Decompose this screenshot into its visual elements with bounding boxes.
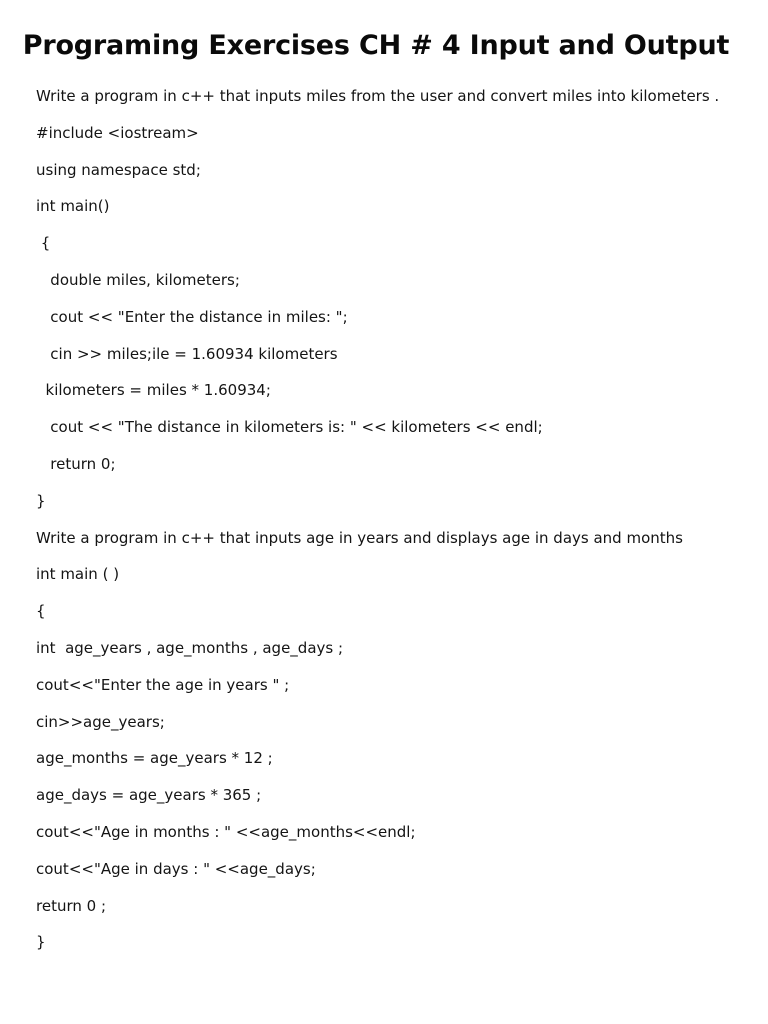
- code-line: }: [36, 933, 46, 952]
- code-line: age_months = age_years * 12 ;: [36, 749, 273, 768]
- code-line: cout<<"Age in days : " <<age_days;: [36, 859, 316, 878]
- code-line: kilometers = miles * 1.60934;: [36, 381, 271, 400]
- code-line: return 0;: [36, 454, 116, 473]
- code-line: cout << "The distance in kilometers is: " << kilometers << endl;: [36, 418, 543, 437]
- code-line: age_days = age_years * 365 ;: [36, 786, 262, 805]
- page-title: Programing Exercises CH # 4 Input and Output: [22, 30, 730, 61]
- code-line: {: [36, 234, 51, 253]
- code-line: #include <iostream>: [36, 123, 199, 142]
- code-line: double miles, kilometers;: [36, 270, 240, 289]
- code-line: cin >> miles;ile = 1.60934 kilometers: [36, 344, 338, 363]
- document-body: [36, 84, 756, 967]
- code-line: using namespace std;: [36, 160, 201, 179]
- code-line: cout << "Enter the distance in miles: ";: [36, 307, 348, 326]
- code-line: }: [36, 491, 46, 510]
- code-line: cin>>age_years;: [36, 712, 165, 731]
- code-line: cout<<"Enter the age in years " ;: [36, 675, 290, 694]
- code-line: cout<<"Age in months : " <<age_months<<endl;: [36, 822, 416, 841]
- code-line: int main(): [36, 197, 110, 216]
- code-line: {: [36, 602, 46, 621]
- exercise-1-prompt: Write a program in c++ that inputs miles from the user and convert miles into kilometers .: [36, 87, 720, 105]
- code-line: int main ( ): [36, 565, 120, 584]
- code-line: return 0 ;: [36, 896, 106, 915]
- code-line: int age_years , age_months , age_days ;: [36, 638, 344, 657]
- exercise-2-prompt: Write a program in c++ that inputs age in years and displays age in days and months: [36, 528, 683, 547]
